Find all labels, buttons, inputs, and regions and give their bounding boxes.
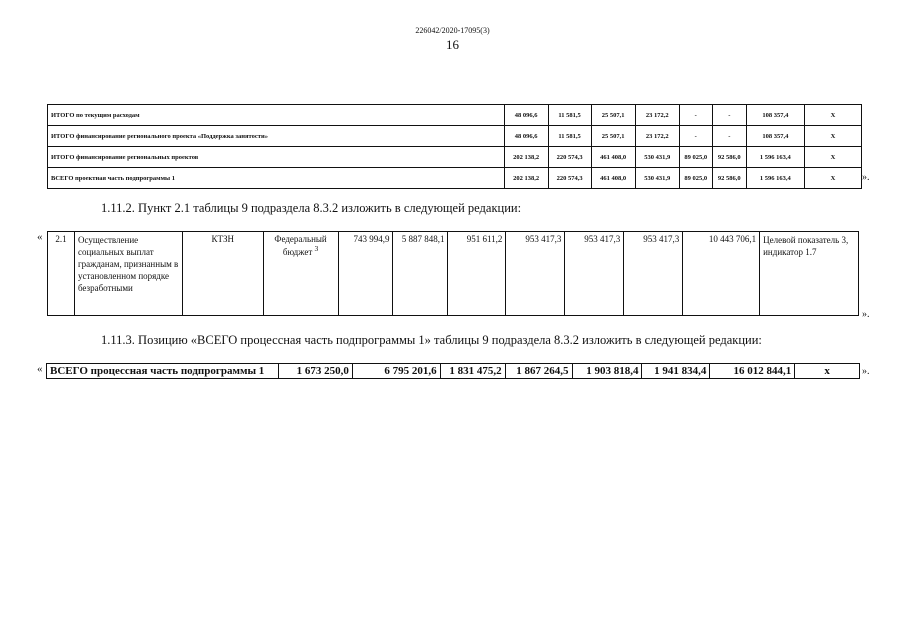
- value-cell: 11 581,5: [548, 126, 591, 147]
- x-cell: X: [804, 105, 861, 126]
- opening-quote: «: [37, 363, 43, 375]
- value-cell: 1 596 163,4: [746, 168, 804, 189]
- value-cell: -: [712, 126, 746, 147]
- row-label: ИТОГО по текущим расходам: [48, 105, 505, 126]
- value-cell: 202 138,2: [504, 168, 548, 189]
- value-cell: 89 025,0: [679, 147, 712, 168]
- value-cell: 23 172,2: [635, 105, 679, 126]
- funding-source: Федеральный бюджет $^3$: [263, 232, 338, 316]
- item-description: Осуществление социальных выплат гражданам, признанным в установленном порядке безработными: [74, 232, 182, 316]
- paragraph-1-11-2: 1.11.2. Пункт 2.1 таблицы 9 подраздела 8.3.2 изложить в следующей редакции:: [101, 201, 522, 215]
- x-cell: X: [804, 147, 861, 168]
- table-row: [47, 364, 860, 379]
- value-cell: 11 581,5: [548, 105, 591, 126]
- table-row: [48, 168, 862, 189]
- value-cell: 25 507,1: [591, 105, 635, 126]
- paragraph-1-11-3: 1.11.3. Позицию «ВСЕГО процессная часть подпрограммы 1» таблицы 9 подраздела 8.3.2 изложить в следующей редакции:: [101, 333, 762, 347]
- value-cell: -: [679, 126, 712, 147]
- target-indicator: Целевой показатель 3, индикатор 1.7: [760, 232, 859, 316]
- total-process-table: [46, 363, 860, 379]
- row-label: ВСЕГО процессная часть подпрограммы 1: [47, 364, 279, 379]
- closing-quote: ».: [862, 309, 870, 320]
- value-cell: 89 025,0: [679, 168, 712, 189]
- value-cell: 92 586,0: [712, 147, 746, 168]
- value-cell: 92 586,0: [712, 168, 746, 189]
- value-cell: 1 941 834,4: [642, 364, 710, 379]
- table-row: [48, 147, 862, 168]
- value-cell: 953 417,3: [624, 232, 683, 316]
- row-label: ИТОГО финансирование регионального проекта «Поддержка занятости»: [48, 126, 505, 147]
- totals-table: [47, 104, 862, 189]
- value-cell: 108 357,4: [746, 126, 804, 147]
- value-cell: 530 431,9: [635, 168, 679, 189]
- value-cell: 6 795 201,6: [352, 364, 440, 379]
- value-cell: 1 831 475,2: [440, 364, 505, 379]
- value-cell: -: [712, 105, 746, 126]
- table-row: [48, 232, 859, 316]
- value-cell: 1 867 264,5: [505, 364, 572, 379]
- x-cell: x: [795, 364, 860, 379]
- row-label: ВСЕГО проектная часть подпрограммы 1: [48, 168, 505, 189]
- executor: КТЗН: [182, 232, 263, 316]
- value-cell: 953 417,3: [565, 232, 624, 316]
- table-row: [48, 105, 862, 126]
- item-2-1-table: [47, 231, 859, 316]
- value-cell: 1 673 250,0: [278, 364, 352, 379]
- value-cell: 5 887 848,1: [393, 232, 448, 316]
- value-cell: -: [679, 105, 712, 126]
- value-cell: 951 611,2: [448, 232, 506, 316]
- value-cell: 23 172,2: [635, 126, 679, 147]
- table-row: [48, 126, 862, 147]
- value-cell: 202 138,2: [504, 147, 548, 168]
- value-cell: 461 408,0: [591, 147, 635, 168]
- closing-quote: ».: [862, 366, 870, 377]
- document-id: 226042/2020-17095(3): [415, 26, 490, 35]
- footnote-mark: 3: [314, 244, 319, 253]
- closing-quote: ».: [862, 172, 870, 183]
- value-cell: 461 408,0: [591, 168, 635, 189]
- item-number: 2.1: [48, 232, 75, 316]
- value-cell: 743 994,9: [338, 232, 393, 316]
- opening-quote: «: [37, 231, 43, 243]
- value-cell: 953 417,3: [506, 232, 565, 316]
- value-cell: 10 443 706,1: [683, 232, 760, 316]
- value-cell: 108 357,4: [746, 105, 804, 126]
- value-cell: 220 574,3: [548, 168, 591, 189]
- x-cell: X: [804, 168, 861, 189]
- page-number: 16: [446, 37, 459, 52]
- value-cell: 1 596 163,4: [746, 147, 804, 168]
- row-label: ИТОГО финансирование региональных проектов: [48, 147, 505, 168]
- value-cell: 25 507,1: [591, 126, 635, 147]
- value-cell: 1 903 818,4: [572, 364, 642, 379]
- value-cell: 16 012 844,1: [710, 364, 795, 379]
- value-cell: 48 096,6: [504, 105, 548, 126]
- value-cell: 530 431,9: [635, 147, 679, 168]
- value-cell: 220 574,3: [548, 147, 591, 168]
- x-cell: X: [804, 126, 861, 147]
- value-cell: 48 096,6: [504, 126, 548, 147]
